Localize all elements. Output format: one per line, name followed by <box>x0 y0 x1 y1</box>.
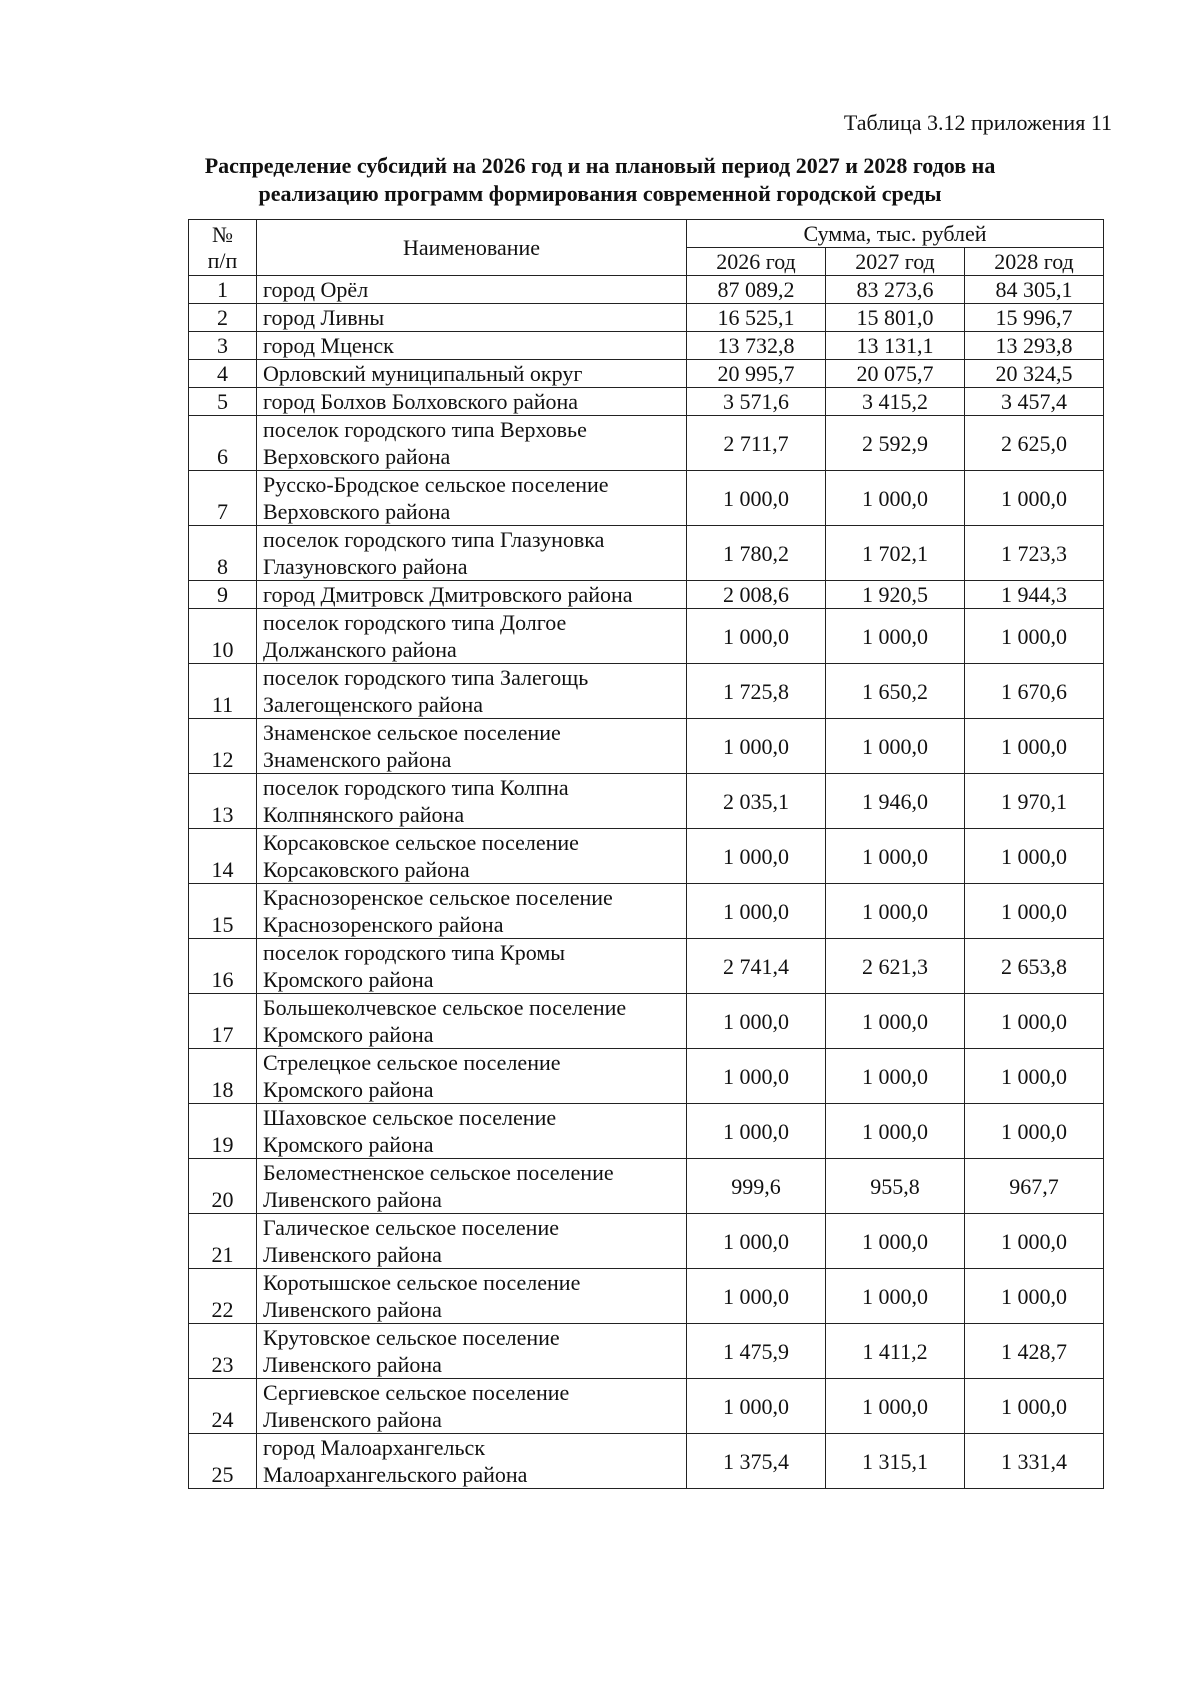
header-number-abbr: п/п <box>207 247 238 273</box>
row-number: 8 <box>189 526 257 581</box>
row-value-2027: 1 000,0 <box>826 884 965 939</box>
table-row <box>189 664 1104 719</box>
row-number: 18 <box>189 1049 257 1104</box>
row-name: город Орёл <box>257 276 687 304</box>
table-row <box>189 1104 1104 1159</box>
row-name: Орловский муниципальный округ <box>257 360 687 388</box>
row-name: поселок городского типа Залегощь Залегощенского района <box>257 664 687 719</box>
row-name: Коротышское сельское поселение Ливенского района <box>257 1269 687 1324</box>
row-value-2027: 1 000,0 <box>826 471 965 526</box>
row-value-2026: 3 571,6 <box>687 388 826 416</box>
row-value-2026: 1 000,0 <box>687 1269 826 1324</box>
row-value-2028: 1 000,0 <box>965 719 1104 774</box>
row-number: 21 <box>189 1214 257 1269</box>
table-row <box>189 1434 1104 1489</box>
row-name: город Ливны <box>257 304 687 332</box>
row-value-2028: 1 000,0 <box>965 1049 1104 1104</box>
row-number: 7 <box>189 471 257 526</box>
table-row <box>189 332 1104 360</box>
row-number: 23 <box>189 1324 257 1379</box>
row-value-2026: 1 000,0 <box>687 994 826 1049</box>
table-row <box>189 994 1104 1049</box>
row-value-2028: 3 457,4 <box>965 388 1104 416</box>
row-value-2026: 1 375,4 <box>687 1434 826 1489</box>
row-value-2026: 87 089,2 <box>687 276 826 304</box>
row-value-2027: 2 621,3 <box>826 939 965 994</box>
row-value-2026: 1 475,9 <box>687 1324 826 1379</box>
row-number: 22 <box>189 1269 257 1324</box>
header-year-2027: 2027 год <box>826 248 965 276</box>
header-year-2028: 2028 год <box>965 248 1104 276</box>
row-value-2026: 20 995,7 <box>687 360 826 388</box>
row-name: Большеколчевское сельское поселение Кромского района <box>257 994 687 1049</box>
row-value-2026: 1 000,0 <box>687 1049 826 1104</box>
row-value-2028: 1 000,0 <box>965 884 1104 939</box>
row-value-2028: 15 996,7 <box>965 304 1104 332</box>
row-value-2027: 1 000,0 <box>826 829 965 884</box>
table-row <box>189 939 1104 994</box>
row-value-2027: 15 801,0 <box>826 304 965 332</box>
row-number: 9 <box>189 581 257 609</box>
header-year-2026: 2026 год <box>687 248 826 276</box>
row-name: поселок городского типа Кромы Кромского района <box>257 939 687 994</box>
row-value-2026: 1 000,0 <box>687 719 826 774</box>
row-value-2027: 13 131,1 <box>826 332 965 360</box>
row-value-2028: 1 000,0 <box>965 1104 1104 1159</box>
row-value-2028: 1 723,3 <box>965 526 1104 581</box>
row-number: 6 <box>189 416 257 471</box>
row-value-2028: 1 000,0 <box>965 609 1104 664</box>
row-value-2028: 2 625,0 <box>965 416 1104 471</box>
table-row <box>189 1214 1104 1269</box>
row-number: 16 <box>189 939 257 994</box>
row-number: 11 <box>189 664 257 719</box>
row-name: поселок городского типа Колпна Колпнянского района <box>257 774 687 829</box>
row-value-2026: 1 725,8 <box>687 664 826 719</box>
row-value-2028: 1 000,0 <box>965 829 1104 884</box>
row-value-2027: 1 650,2 <box>826 664 965 719</box>
row-name: Беломестненское сельское поселение Ливенского района <box>257 1159 687 1214</box>
row-number: 13 <box>189 774 257 829</box>
row-value-2027: 1 000,0 <box>826 1379 965 1434</box>
row-value-2026: 1 000,0 <box>687 1214 826 1269</box>
row-name: Стрелецкое сельское поселение Кромского района <box>257 1049 687 1104</box>
table-row <box>189 884 1104 939</box>
header-number <box>189 220 257 276</box>
table-row <box>189 1379 1104 1434</box>
row-value-2027: 1 000,0 <box>826 1269 965 1324</box>
row-name: Галическое сельское поселение Ливенского района <box>257 1214 687 1269</box>
row-value-2027: 1 315,1 <box>826 1434 965 1489</box>
row-value-2027: 1 000,0 <box>826 1214 965 1269</box>
table-row <box>189 388 1104 416</box>
row-name: Знаменское сельское поселение Знаменского района <box>257 719 687 774</box>
row-number: 10 <box>189 609 257 664</box>
row-value-2027: 1 000,0 <box>826 609 965 664</box>
table-row <box>189 416 1104 471</box>
row-value-2027: 1 920,5 <box>826 581 965 609</box>
header-name: Наименование <box>257 220 687 276</box>
row-value-2028: 13 293,8 <box>965 332 1104 360</box>
row-number: 4 <box>189 360 257 388</box>
row-value-2026: 1 000,0 <box>687 1379 826 1434</box>
table-row <box>189 1269 1104 1324</box>
row-value-2026: 2 741,4 <box>687 939 826 994</box>
row-value-2026: 1 000,0 <box>687 609 826 664</box>
row-value-2026: 2 711,7 <box>687 416 826 471</box>
row-value-2028: 1 331,4 <box>965 1434 1104 1489</box>
row-name: Русско-Бродское сельское поселение Верховского района <box>257 471 687 526</box>
title-line-2: реализацию программ формирования современной городской среды <box>258 181 942 206</box>
table-row <box>189 774 1104 829</box>
row-value-2026: 1 000,0 <box>687 829 826 884</box>
table-row <box>189 1159 1104 1214</box>
table-row <box>189 304 1104 332</box>
row-number: 14 <box>189 829 257 884</box>
table-row <box>189 829 1104 884</box>
row-value-2026: 999,6 <box>687 1159 826 1214</box>
row-name: город Малоархангельск Малоархангельского района <box>257 1434 687 1489</box>
row-value-2028: 1 000,0 <box>965 1379 1104 1434</box>
row-value-2028: 1 944,3 <box>965 581 1104 609</box>
row-value-2027: 3 415,2 <box>826 388 965 416</box>
title-line-1: Распределение субсидий на 2026 год и на плановый период 2027 и 2028 годов на <box>204 153 996 178</box>
row-name: поселок городского типа Верховье Верховского района <box>257 416 687 471</box>
row-value-2028: 20 324,5 <box>965 360 1104 388</box>
row-value-2027: 1 000,0 <box>826 1049 965 1104</box>
row-value-2028: 1 000,0 <box>965 1269 1104 1324</box>
row-name: Сергиевское сельское поселение Ливенского района <box>257 1379 687 1434</box>
row-name: поселок городского типа Долгое Должанского района <box>257 609 687 664</box>
row-value-2026: 2 035,1 <box>687 774 826 829</box>
row-value-2028: 967,7 <box>965 1159 1104 1214</box>
row-name: город Мценск <box>257 332 687 360</box>
subsidy-table <box>188 219 1104 1489</box>
row-value-2026: 1 780,2 <box>687 526 826 581</box>
row-number: 12 <box>189 719 257 774</box>
row-value-2027: 1 946,0 <box>826 774 965 829</box>
row-value-2028: 1 000,0 <box>965 1214 1104 1269</box>
row-value-2027: 83 273,6 <box>826 276 965 304</box>
header-number-sign: № <box>212 221 233 247</box>
annex-label: Таблица 3.12 приложения 11 <box>843 110 1112 135</box>
row-name: поселок городского типа Глазуновка Глазуновского района <box>257 526 687 581</box>
row-number: 15 <box>189 884 257 939</box>
table-row <box>189 276 1104 304</box>
table-row <box>189 719 1104 774</box>
row-value-2027: 1 000,0 <box>826 719 965 774</box>
row-number: 20 <box>189 1159 257 1214</box>
row-value-2028: 1 970,1 <box>965 774 1104 829</box>
row-value-2027: 955,8 <box>826 1159 965 1214</box>
table-row <box>189 1324 1104 1379</box>
row-number: 3 <box>189 332 257 360</box>
row-value-2027: 1 411,2 <box>826 1324 965 1379</box>
row-value-2028: 84 305,1 <box>965 276 1104 304</box>
row-value-2028: 1 000,0 <box>965 471 1104 526</box>
row-number: 25 <box>189 1434 257 1489</box>
table-row <box>189 1049 1104 1104</box>
table-row <box>189 360 1104 388</box>
row-name: Краснозоренское сельское поселение Краснозоренского района <box>257 884 687 939</box>
row-value-2027: 1 000,0 <box>826 994 965 1049</box>
row-value-2028: 1 428,7 <box>965 1324 1104 1379</box>
row-value-2026: 1 000,0 <box>687 1104 826 1159</box>
row-value-2026: 16 525,1 <box>687 304 826 332</box>
row-value-2028: 1 670,6 <box>965 664 1104 719</box>
table-row <box>189 581 1104 609</box>
document-title <box>130 152 1070 208</box>
table-body <box>189 276 1104 1489</box>
row-number: 2 <box>189 304 257 332</box>
row-number: 5 <box>189 388 257 416</box>
table-row <box>189 609 1104 664</box>
table-row <box>189 526 1104 581</box>
row-value-2027: 1 000,0 <box>826 1104 965 1159</box>
row-value-2028: 2 653,8 <box>965 939 1104 994</box>
row-name: Корсаковское сельское поселение Корсаковского района <box>257 829 687 884</box>
row-value-2027: 1 702,1 <box>826 526 965 581</box>
row-value-2026: 13 732,8 <box>687 332 826 360</box>
row-number: 1 <box>189 276 257 304</box>
row-name: Крутовское сельское поселение Ливенского района <box>257 1324 687 1379</box>
row-name: Шаховское сельское поселение Кромского района <box>257 1104 687 1159</box>
table-header <box>189 220 1104 276</box>
row-value-2028: 1 000,0 <box>965 994 1104 1049</box>
row-name: город Болхов Болховского района <box>257 388 687 416</box>
row-name: город Дмитровск Дмитровского района <box>257 581 687 609</box>
row-value-2026: 1 000,0 <box>687 884 826 939</box>
row-number: 24 <box>189 1379 257 1434</box>
row-value-2027: 2 592,9 <box>826 416 965 471</box>
row-value-2026: 1 000,0 <box>687 471 826 526</box>
header-sum: Сумма, тыс. рублей <box>687 220 1104 248</box>
table-row <box>189 471 1104 526</box>
row-value-2026: 2 008,6 <box>687 581 826 609</box>
row-number: 19 <box>189 1104 257 1159</box>
row-value-2027: 20 075,7 <box>826 360 965 388</box>
row-number: 17 <box>189 994 257 1049</box>
